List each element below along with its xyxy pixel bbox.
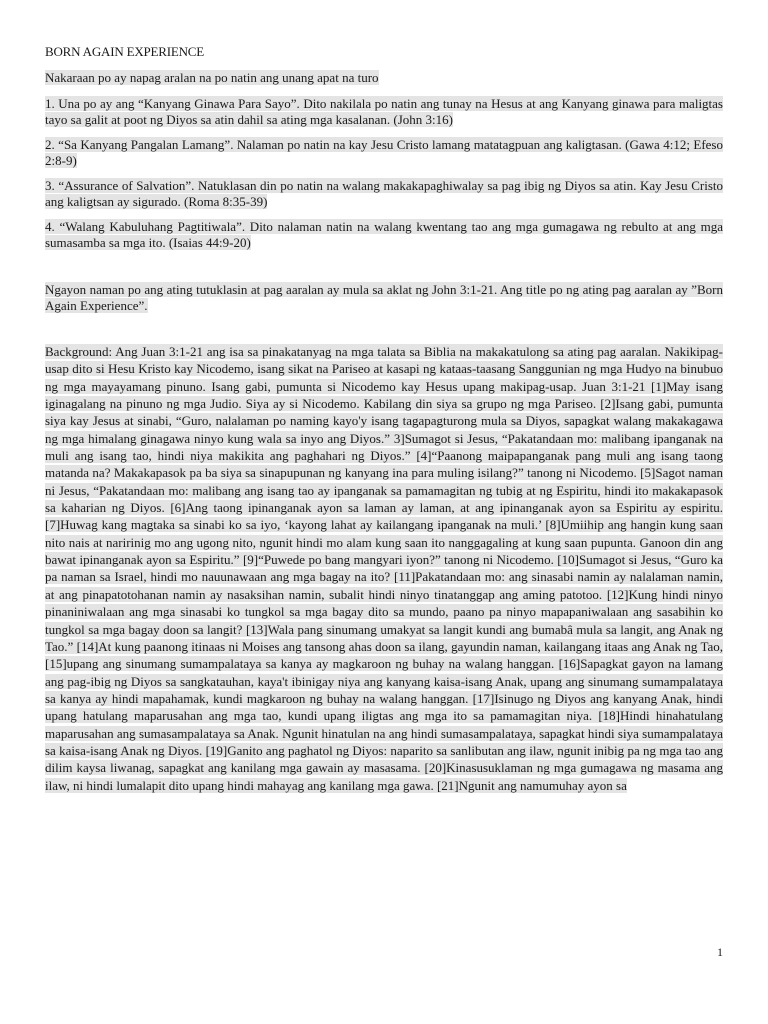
spacer — [45, 314, 723, 343]
lesson-item-1: 1. Una po ay ang “Kanyang Ginawa Para Sayo”. Dito nakilala po natin ang tunay na Hesus at ang Kanyang ginawa para maligtas tayo sa galit at poot ng Diyos sa atin dahil sa ating mga kasalanan. (John 3:16) — [45, 96, 723, 127]
background-paragraph: Background: Ang Juan 3:1-21 ang isa sa pinakatanyag na mga talata sa Biblia na makakatulong sa ating pag aaralan. Nakikipag-usap dito si Hesu Kristo kay Nicodemo, isang sikat na Pariseo at kasapi ng kataas-taasang Sanggunian ng mga Hudyo na binubuo ng mga mayayamang pinuno. Isang gabi, pumunta si Nicodemo kay Hesus upang makipag-usap. Juan 3:1-21 [1]May isang iginagalang na pinuno ng mga Judio. Siya ay si Nicodemo. Kabilang din siya sa grupo ng mga Pariseo. [2]Isang gabi, pumunta siya kay Jesus at sinabi, “Guro, nalalaman po naming kayo'y isang tagapagturong mula sa Diyos, sapagkat walang makakagawa ng mga himalang ginagawa ninyo kung wala sa inyo ang Diyos.” 3]Sumagot si Jesus, “Pakatandaan mo: malibang ipanganak na muli ang isang tao, hindi niya makikita ang paghahari ng Diyos.” [4]“Paanong maipapanganak pang muli ang isang taong matanda na? Makakapasok pa ba siya sa sinapupunan ng kanyang ina para muling isilang?” tanong ni Nicodemo. [5]Sagot naman ni Jesus, “Pakatandaan mo: malibang ang isang tao ay ipanganak sa pamamagitan ng tubig at ng Espiritu, hindi ito makakapasok sa kaharian ng Diyos. [6]Ang taong ipinanganak ayon sa laman ay laman, at ang ipinanganak ayon sa Espiritu ay espiritu. [7]Huwag kang magtaka sa sinabi ko sa iyo, ‘kayong lahat ay kailangang ipanganak na muli.’ [8]Umiihip ang hangin kung saan nito nais at naririnig mo ang ugong nito, ngunit hindi mo alam kung saan ito nanggagaling at kung saan pupunta. Ganoon din ang bawat ipinanganak ayon sa Espiritu.” [9]“Puwede po bang mangyari iyon?” tanong ni Nicodemo. [10]Sumagot si Jesus, “Guro ka pa naman sa Israel, hindi mo nauunawaan ang mga bagay na ito? [11]Pakatandaan mo: ang sinasabi namin ay nalalaman namin, at ang pinapatotohanan namin ay nasaksihan namin, subalit hindi ninyo tinatanggap ang aming patotoo. [12]Kung hindi ninyo pinaniniwalaan ang mga sinasabi ko tungkol sa mga bagay dito sa mundo, paano pa ninyo mapapaniwalaan ang sasabihin ko tungkol sa mga bagay doon sa langit? [13]Wala pang sinumang umakyat sa langit kundi ang bumabâ mula sa langit, ang Anak ng Tao.” [14]At kung paanong itinaas ni Moises ang tansong ahas doon sa ilang, gayundin naman, kailangang itaas ang Anak ng Tao, [15]upang ang sinumang sumampalataya sa kanya ay magkaroon ng buhay na walang hanggan. [16]Sapagkat gayon na lamang ang pag-ibig ng Diyos sa sangkatauhan, kaya't ibinigay niya ang kanyang kaisa-isang Anak, upang ang sinumang sumampalataya sa kanya ay hindi mapahamak, kundi magkaroon ng buhay na walang hanggan. [17]Isinugo ng Diyos ang kanyang Anak, hindi upang hatulang maparusahan ang mga tao, kundi upang iligtas ang mga ito sa pamamagitan niya. [18]Hindi hinahatulang maparusahan ang sumasampalataya sa Anak. Ngunit hinatulan na ang hindi sumasampalataya, sapagkat hindi siya sumampalataya sa kaisa-isang Anak ng Diyos. [19]Ganito ang paghatol ng Diyos: naparito sa sanlibutan ang ilaw, ngunit inibig pa ng mga tao ang dilim kaysa liwanag, sapagkat ang kanilang mga gawain ay masasama. [20]Kinasusuklaman ng mga gumagawa ng masama ang ilaw, ni hindi lumalapit dito upang hindi mahayag ang kanilang mga gawa. [21]Ngunit ang namumuhay ayon sa — [45, 344, 723, 793]
lesson-item-3: 3. “Assurance of Salvation”. Natuklasan din po natin na walang makakapaghiwalay sa pag ibig ng Diyos sa atin. Kay Jesu Cristo ang kaligtsan ay sigurado. (Roma 8:35-39) — [45, 178, 723, 209]
lesson-paragraph: Ngayon naman po ang ating tutuklasin at pag aaralan ay mula sa aklat ng John 3:1-21. Ang title po ng ating pag aaralan ay ”Born Again Experience”. — [45, 282, 723, 313]
lesson-item-4: 4. “Walang Kabuluhang Pagtitiwala”. Dito nalaman natin na walang kwentang tao ang mga gumagawa ng rebulto at ang mga sumasamba sa mga ito. (Isaias 44:9-20) — [45, 219, 723, 250]
spacer — [45, 260, 723, 282]
intro-paragraph: Nakaraan po ay napag aralan na po natin ang unang apat na turo — [45, 70, 379, 85]
background-section — [45, 343, 723, 794]
lesson-item-2: 2. “Sa Kanyang Pangalan Lamang”. Nalaman po natin na kay Jesu Cristo lamang matatagpuan ang kaligtasan. (Gawa 4:12; Efeso 2:8-9) — [45, 137, 723, 168]
page-number: 1 — [717, 945, 723, 959]
document-page — [45, 44, 723, 794]
document-title: BORN AGAIN EXPERIENCE — [45, 44, 205, 59]
